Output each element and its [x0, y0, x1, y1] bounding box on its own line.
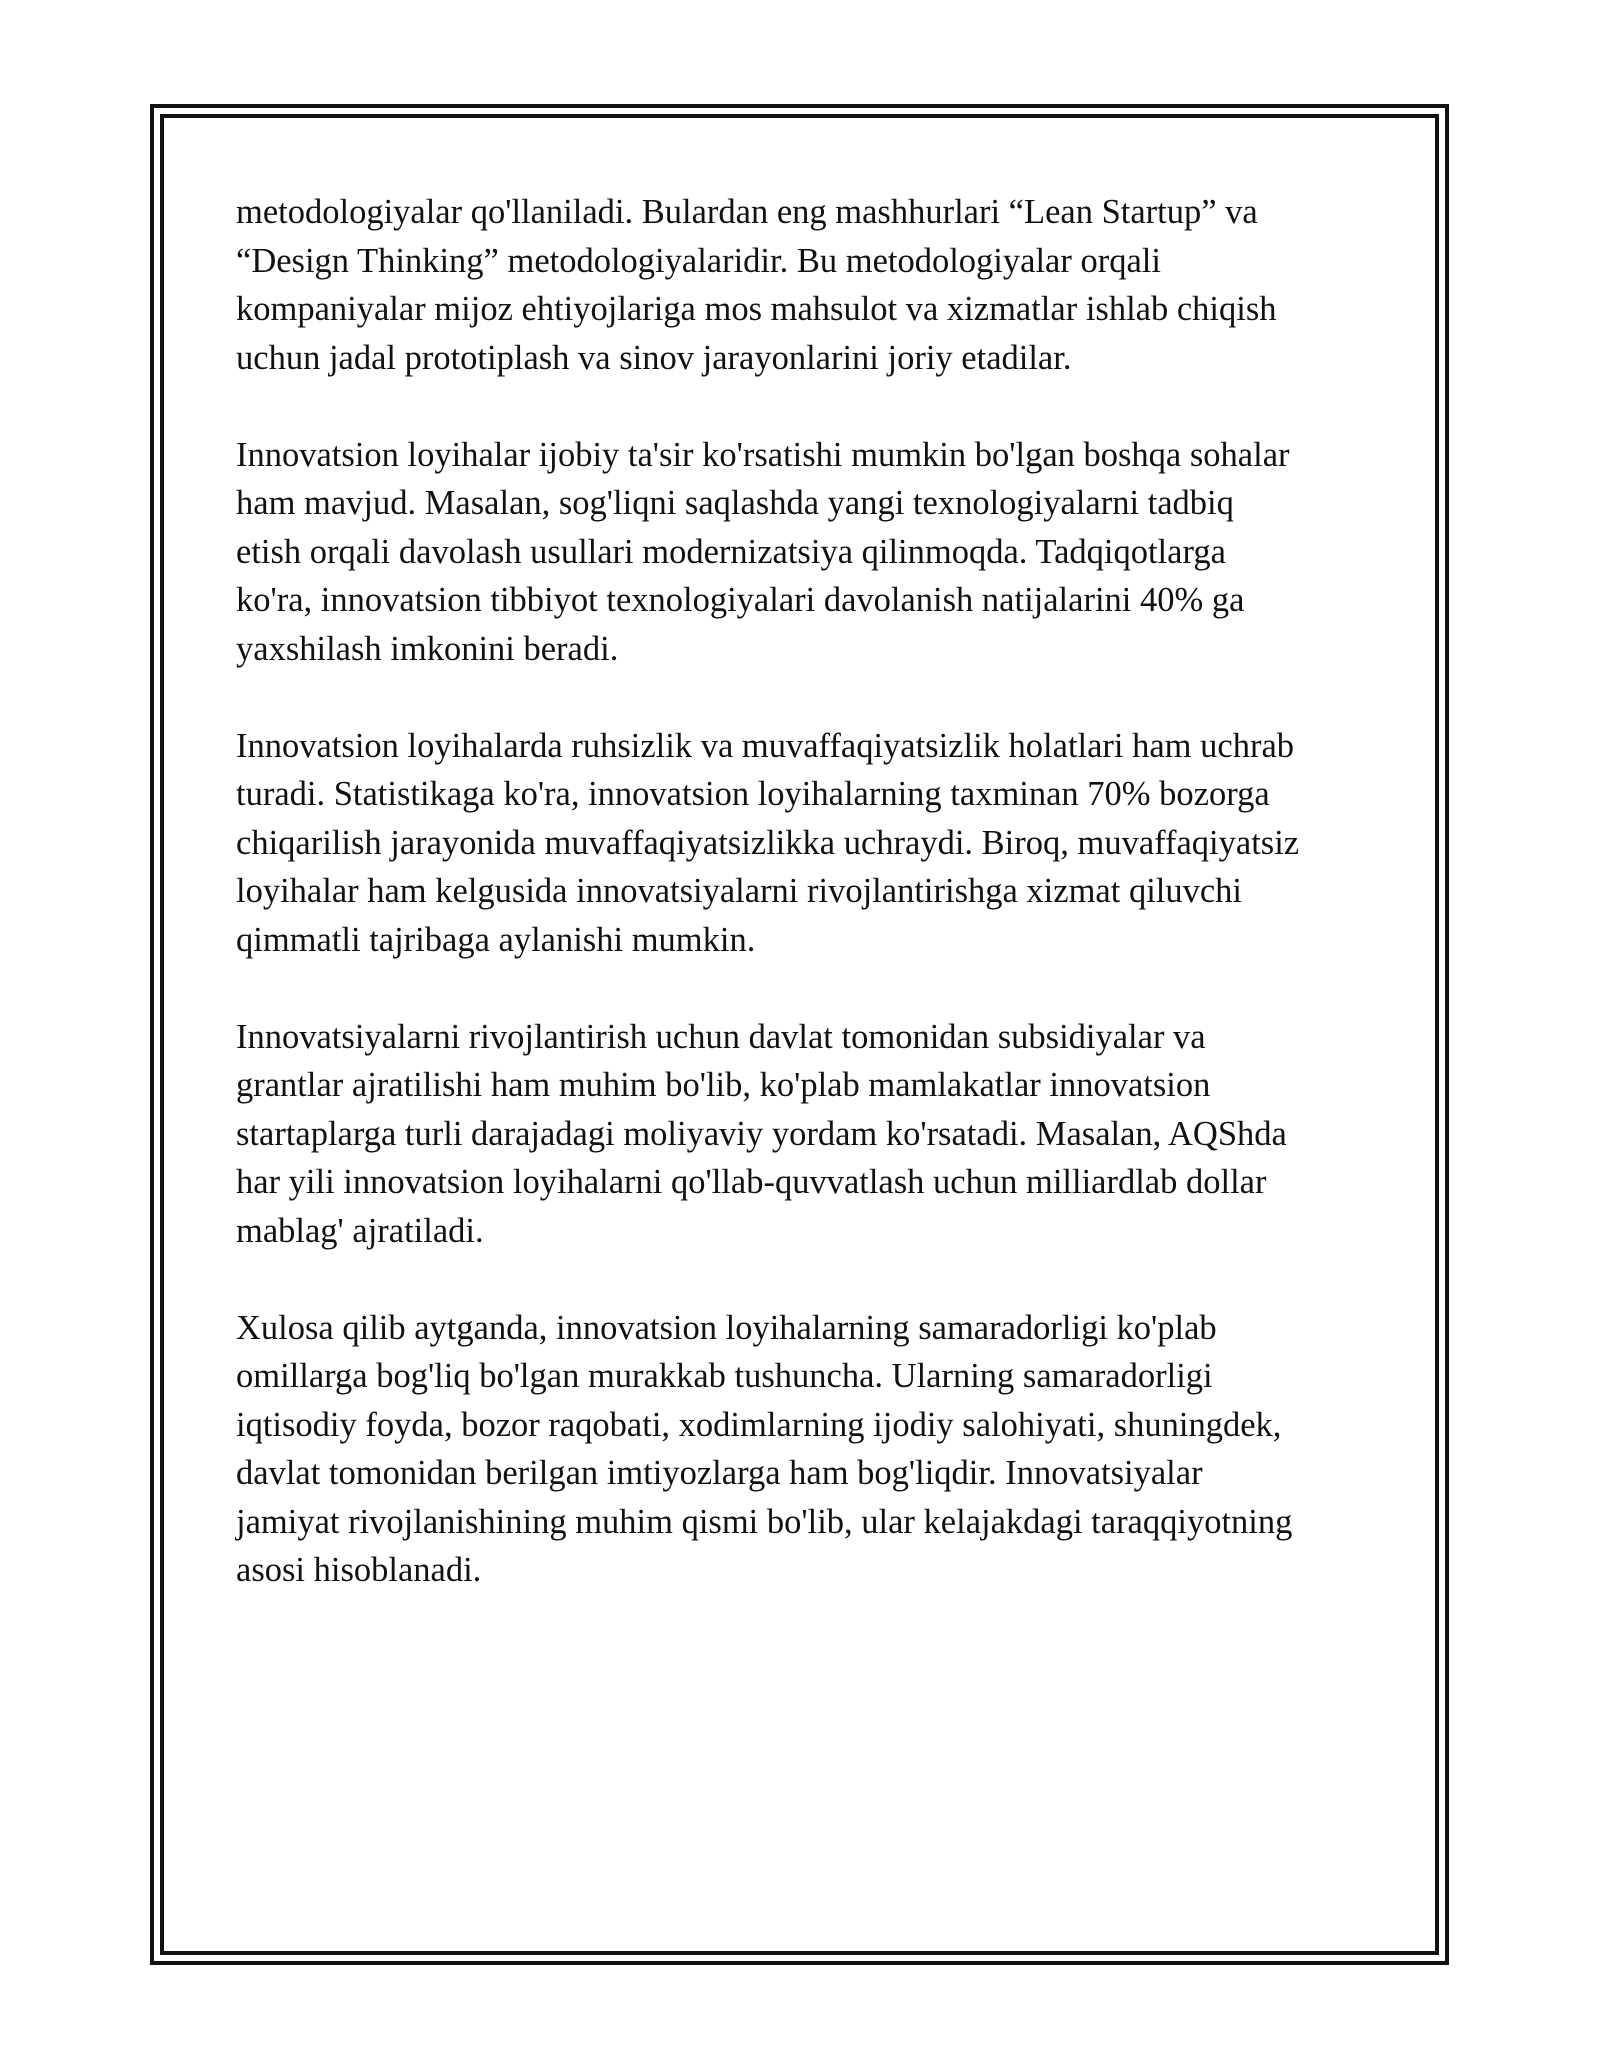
text-line: Innovatsion loyihalarda ruhsizlik va muvaffaqiyatsizlik holatlari ham uchrab	[236, 726, 1295, 765]
paragraph-5	[236, 1304, 1386, 1595]
text-line: loyihalar ham kelgusida innovatsiyalarni rivojlantirishga xizmat qiluvchi	[236, 872, 1243, 910]
paragraph-4	[236, 1013, 1386, 1256]
text-line: “Design Thinking” metodologiyalaridir. Bu metodologiyalar orqali	[236, 241, 1161, 280]
text-line: chiqarilish jarayonida muvaffaqiyatsizlikka uchraydi. Biroq, muvaffaqiyatsiz	[236, 823, 1300, 862]
text-line: kompaniyalar mijoz ehtiyojlariga mos mahsulot va xizmatlar ishlab chiqish	[236, 290, 1277, 328]
text-line: omillarga bog'liq bo'lgan murakkab tushuncha. Ularning samaradorligi	[236, 1357, 1213, 1395]
text-line: har yili innovatsion loyihalarni qo'llab-quvvatlash uchun milliardlab dollar	[236, 1163, 1267, 1201]
text-line: grantlar ajratilishi ham muhim bo'lib, ko'plab mamlakatlar innovatsion	[236, 1066, 1211, 1104]
paragraph-2	[236, 431, 1386, 674]
text-line: yaxshilash imkonini beradi.	[236, 629, 619, 668]
text-line: davlat tomonidan berilgan imtiyozlarga ham bog'liqdir. Innovatsiyalar	[236, 1454, 1203, 1492]
text-line: jamiyat rivojlanishining muhim qismi bo'lib, ular kelajakdagi taraqqiyotning	[236, 1502, 1293, 1541]
text-line: turadi. Statistikaga ko'ra, innovatsion loyihalarning taxminan 70% bozorga	[236, 775, 1270, 813]
text-line: startaplarga turli darajadagi moliyaviy yordam ko'rsatadi. Masalan, AQShda	[236, 1114, 1287, 1153]
paragraph-3	[236, 722, 1386, 965]
text-line: Xulosa qilib aytganda, innovatsion loyihalarning samaradorligi ko'plab	[236, 1308, 1217, 1347]
text-line: Innovatsion loyihalar ijobiy ta'sir ko'rsatishi mumkin bo'lgan boshqa sohalar	[236, 435, 1290, 474]
text-line: Innovatsiyalarni rivojlantirish uchun davlat tomonidan subsidiyalar va	[236, 1017, 1206, 1056]
text-line: metodologiyalar qo'llaniladi. Bulardan eng mashhurlari “Lean Startup” va	[236, 193, 1258, 231]
paragraph-1	[236, 188, 1386, 382]
text-line: iqtisodiy foyda, bozor raqobati, xodimlarning ijodiy salohiyati, shuningdek,	[236, 1405, 1282, 1444]
document-body	[236, 188, 1386, 1643]
text-line: asosi hisoblanadi.	[236, 1551, 482, 1589]
text-line: mablag' ajratiladi.	[236, 1211, 484, 1250]
text-line: ko'ra, innovatsion tibbiyot texnologiyalari davolanish natijalarini 40% ga	[236, 581, 1245, 619]
text-line: qimmatli tajribaga aylanishi mumkin.	[236, 920, 756, 959]
text-line: etish orqali davolash usullari modernizatsiya qilinmoqda. Tadqiqotlarga	[236, 532, 1226, 571]
text-line: uchun jadal prototiplash va sinov jarayonlarini joriy etadilar.	[236, 338, 1072, 377]
text-line: ham mavjud. Masalan, sog'liqni saqlashda yangi texnologiyalarni tadbiq	[236, 484, 1234, 522]
